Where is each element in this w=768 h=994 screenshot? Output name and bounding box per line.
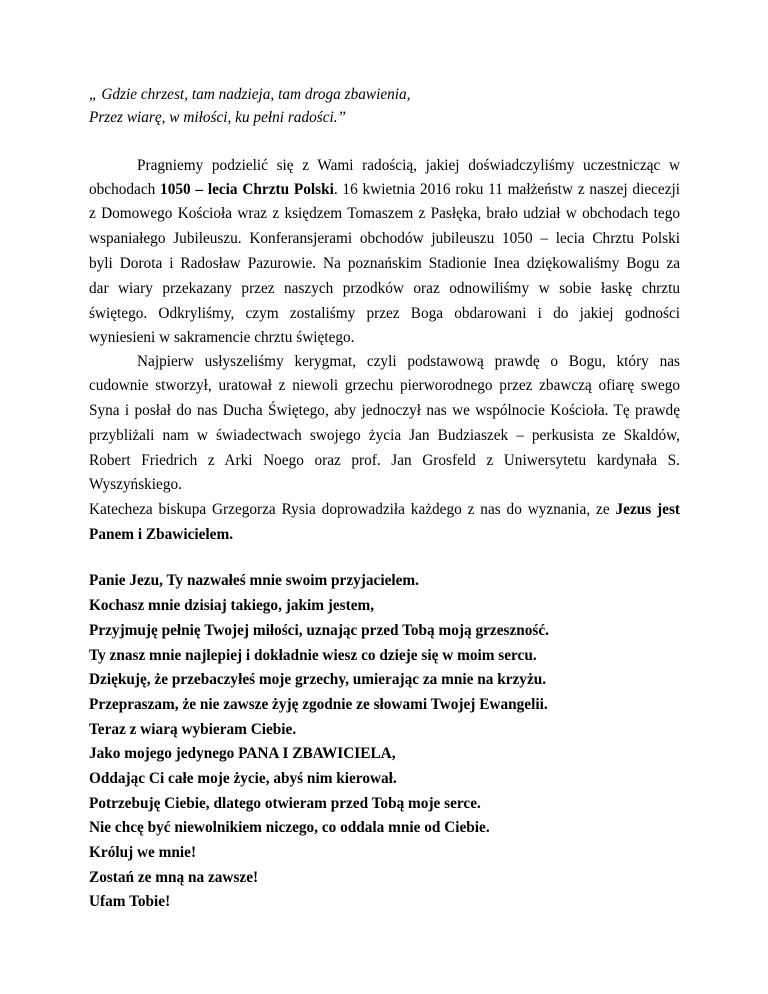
para1-line: dar wiary przekazany przez naszych przodków oraz odnowiliśmy w sobie łaskę chrztu bbox=[89, 280, 680, 297]
prayer-line: Nie chcę być niewolnikiem niczego, co oddala mnie od Ciebie. bbox=[89, 819, 490, 836]
prayer-line: Panie Jezu, Ty nazwałeś mnie swoim przyjacielem. bbox=[89, 572, 419, 589]
prayer-line: Przepraszam, że nie zawsze żyję zgodnie ze słowami Twojej Ewangelii. bbox=[89, 696, 548, 713]
para1-text: obchodach bbox=[89, 181, 161, 198]
para3-line-last: Panem i Zbawicielem. bbox=[89, 526, 234, 543]
para1-line: Pragniemy podzielić się z Wami radością, jakiej doświadczyliśmy uczestnicząc w bbox=[137, 157, 680, 174]
para3-bold-text: Jezus jest bbox=[615, 501, 680, 518]
para2-line-last: Wyszyńskiego. bbox=[89, 476, 182, 493]
prayer-line: Króluj we mnie! bbox=[89, 844, 197, 861]
prayer-line: Ty znasz mnie najlepiej i dokładnie wiesz co dzieje się w moim sercu. bbox=[89, 647, 537, 664]
para1-text: . 16 kwietnia 2016 roku 11 małżeństw z naszej diecezji bbox=[333, 181, 680, 198]
motto-line-2: Przez wiarę, w miłości, ku pełni radości.” bbox=[89, 109, 347, 126]
para3-line bbox=[89, 500, 680, 520]
para2-line: Najpierw usłyszeliśmy kerygmat, czyli podstawową prawdę o Bogu, który nas bbox=[137, 353, 680, 370]
para2-line: Syna i posłał do nas Ducha Świętego, aby jednoczył nas we wspólnocie Kościoła. Tę prawdę bbox=[89, 402, 680, 419]
para1-bold-text: 1050 – lecia Chrztu Polski bbox=[160, 181, 334, 198]
prayer-line: Ufam Tobie! bbox=[89, 893, 171, 910]
motto-line-1: „ Gdzie chrzest, tam nadzieja, tam droga zbawienia, bbox=[89, 86, 411, 103]
para2-line: Robert Friedrich z Arki Noego oraz prof. Jan Grosfeld z Uniwersytetu kardynała S. bbox=[89, 452, 680, 469]
prayer-line: Jako mojego jedynego PANA I ZBAWICIELA, bbox=[89, 745, 396, 762]
prayer-line: Dziękuję, że przebaczyłeś moje grzechy, umierając za mnie na krzyżu. bbox=[89, 671, 547, 688]
prayer-line: Zostań ze mną na zawsze! bbox=[89, 869, 259, 886]
prayer-line: Kochasz mnie dzisiaj takiego, jakim jestem, bbox=[89, 597, 375, 614]
para1-line bbox=[89, 180, 680, 200]
prayer-line: Oddając Ci całe moje życie, abyś nim kierował. bbox=[89, 770, 397, 787]
para1-line: byli Dorota i Radosław Pazurowie. Na poznańskim Stadionie Inea dziękowaliśmy Bogu za bbox=[89, 255, 680, 272]
para1-line-last: wyniesieni w sakramencie chrztu świętego. bbox=[89, 329, 355, 346]
para1-line: świętego. Odkryliśmy, czym zostaliśmy przez Boga obdarowani i do jakiej godności bbox=[89, 305, 680, 322]
para2-line: przybliżali nam w świadectwach swojego życia Jan Budziaszek – perkusista ze Skaldów, bbox=[89, 427, 680, 444]
para2-line: cudownie stworzył, uratował z niewoli grzechu pierworodnego przez zbawczą ofiarę swego bbox=[89, 377, 680, 394]
prayer-line: Przyjmuję pełnię Twojej miłości, uznając przed Tobą moją grzeszność. bbox=[89, 622, 549, 639]
prayer-line: Teraz z wiarą wybieram Ciebie. bbox=[89, 721, 297, 738]
para1-line: z Domowego Kościoła wraz z księdzem Tomaszem z Pasłęka, brało udział w obchodach tego bbox=[89, 205, 680, 222]
para1-line: wspaniałego Jubileuszu. Konferansjerami obchodów jubileuszu 1050 – lecia Chrztu Polski bbox=[89, 230, 680, 247]
prayer-line: Potrzebuję Ciebie, dlatego otwieram przed Tobą moje serce. bbox=[89, 795, 481, 812]
para3-text: Katecheza biskupa Grzegorza Rysia doprowadziła każdego z nas do wyznania, ze bbox=[89, 501, 616, 518]
